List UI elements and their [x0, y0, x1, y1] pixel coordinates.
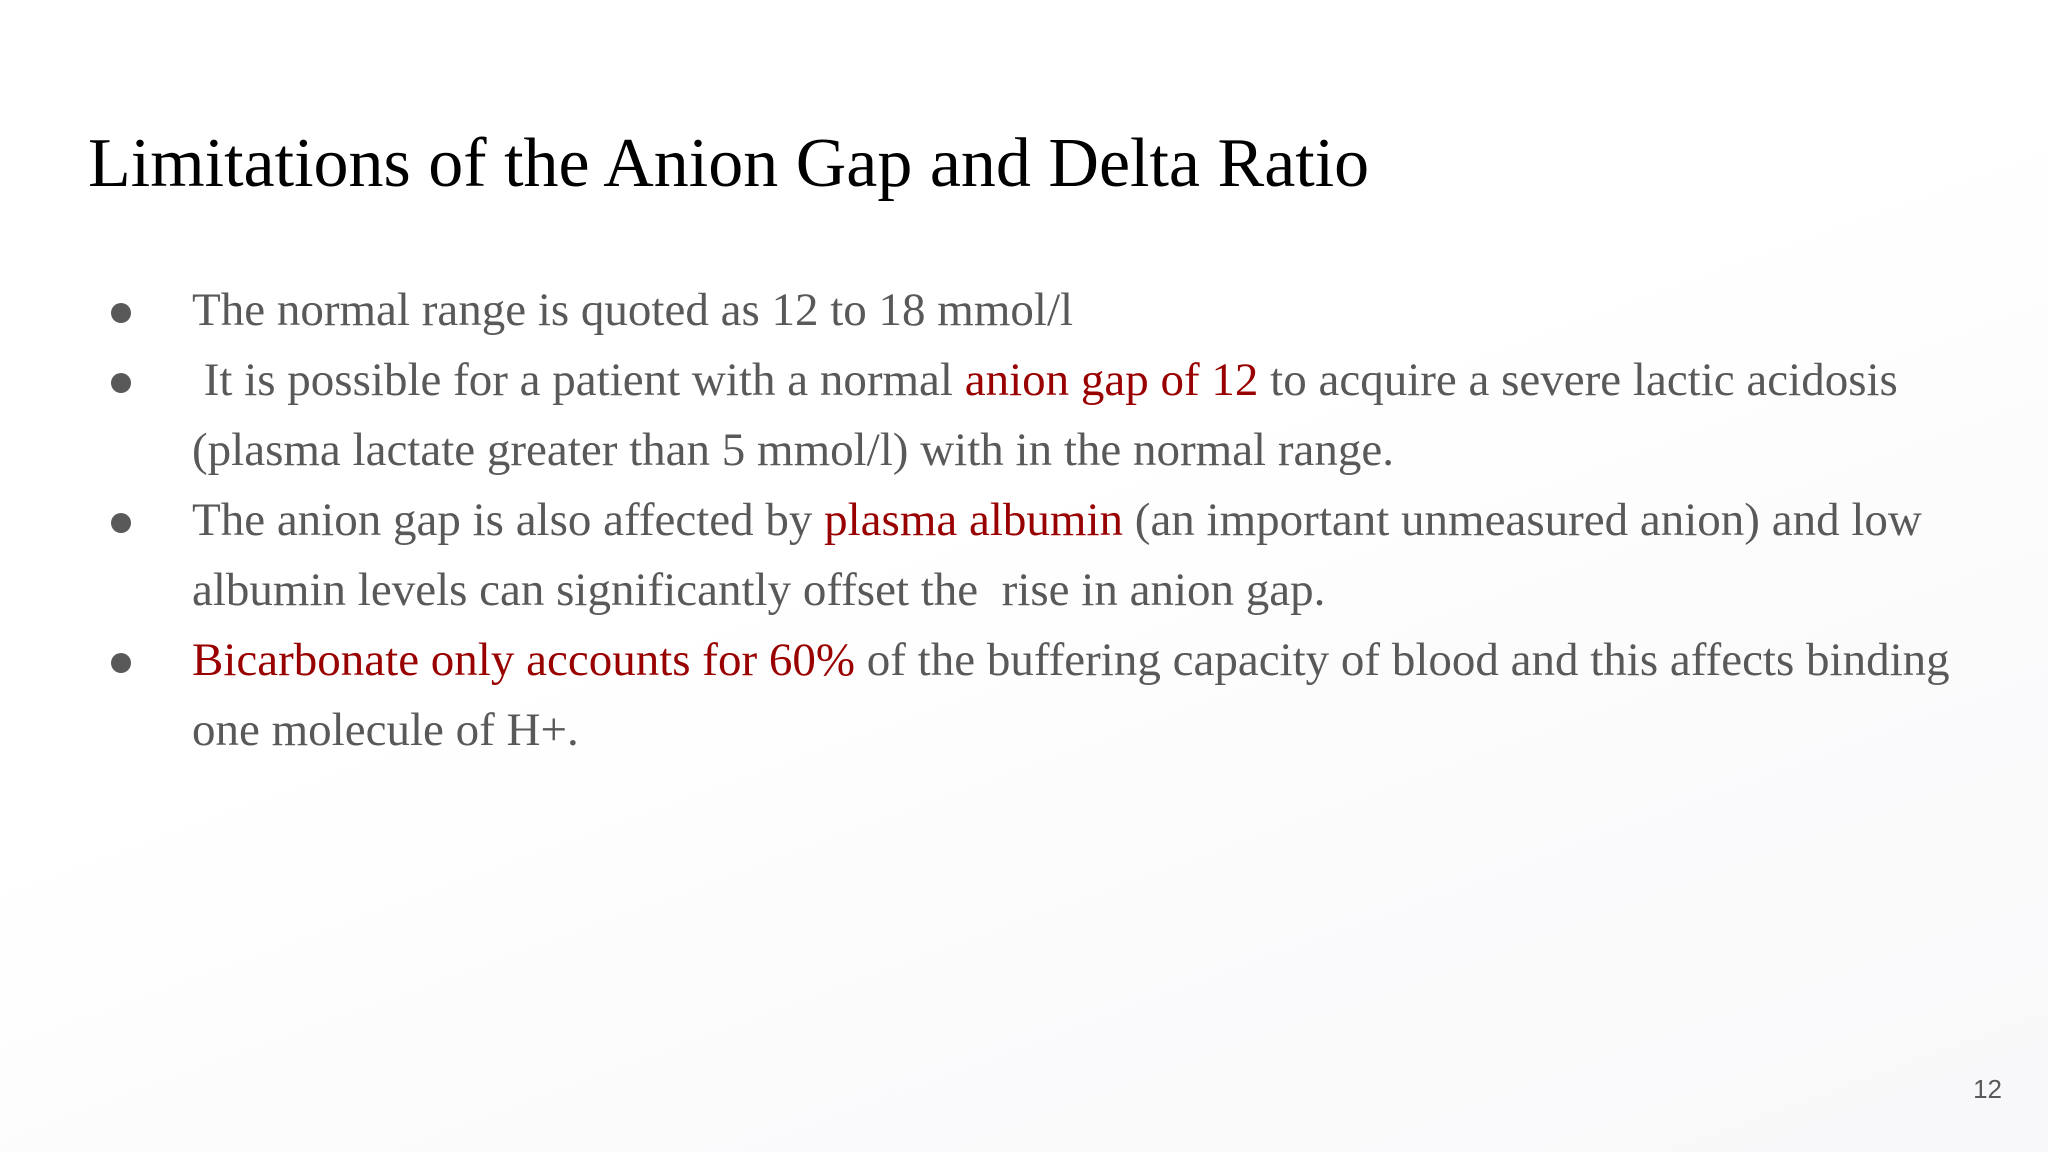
bullet-text: of the buffering capacity of blood and this affects binding one molecule of H+.	[192, 634, 1950, 756]
bullet-dot-icon	[111, 303, 131, 323]
bullet-highlight: Bicarbonate only accounts for 60%	[192, 634, 856, 686]
bullet-item	[104, 275, 1984, 345]
page-number: 12	[1973, 1074, 2002, 1104]
bullet-text: The normal range is quoted as 12 to 18 mmol/l	[192, 284, 1074, 336]
bullet-item	[104, 345, 1984, 485]
bullet-text: to acquire a severe lactic acidosis (plasma lactate greater than 5 mmol/l) with in the normal range.	[192, 354, 1898, 476]
bullet-text: It is possible for a patient with a normal	[192, 354, 965, 406]
bullet-text: The anion gap is also affected by	[192, 494, 825, 546]
bullet-item	[104, 625, 1984, 765]
bullet-highlight: anion gap of 12	[964, 354, 1259, 406]
slide-title: Limitations of the Anion Gap and Delta Ratio	[88, 125, 1370, 202]
bullet-item	[104, 485, 1984, 625]
bullet-dot-icon	[111, 513, 131, 533]
bullet-list	[104, 275, 1984, 765]
bullet-dot-icon	[111, 373, 131, 393]
bullet-text: (an important unmeasured anion) and low albumin levels can significantly offset the rise in anion gap.	[192, 494, 1934, 616]
bullet-dot-icon	[111, 653, 131, 673]
bullet-highlight: plasma albumin	[824, 494, 1124, 546]
